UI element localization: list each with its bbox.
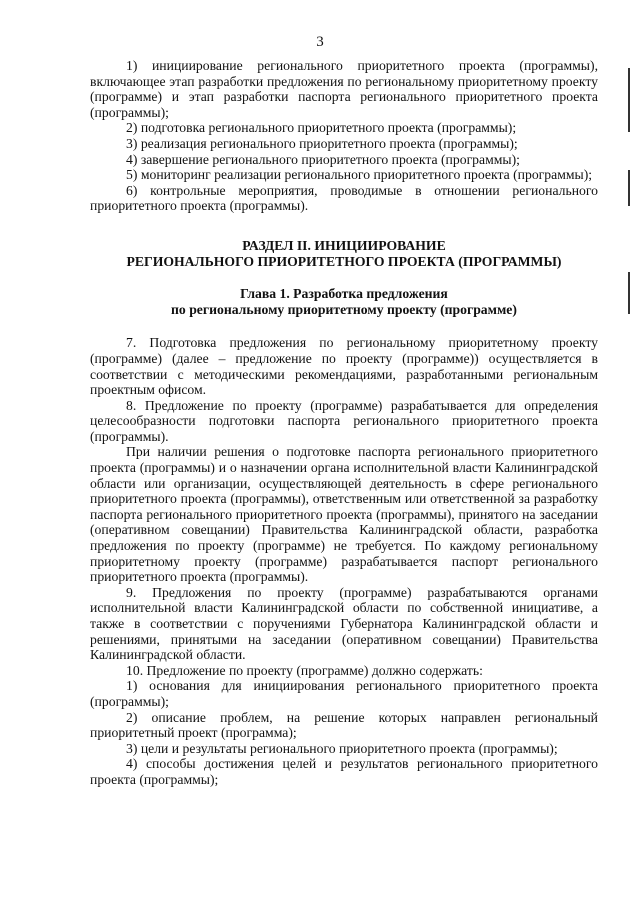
list-item: 1) инициирование регионального приоритетного проекта (программы), включающее этап разработки предложения по региональному приоритетному проекту (программе) и этап разработки паспорта регионального приоритетного проекта (программы); xyxy=(90,58,598,120)
list-item: 4) завершение регионального приоритетного проекта (программы); xyxy=(126,151,520,167)
list-item: 2) описание проблем, на решение которых направлен региональный приоритетный проект (программа); xyxy=(90,709,598,741)
scan-edge-mark xyxy=(628,170,630,206)
list-item: 1) основания для инициирования регионального приоритетного проекта (программы); xyxy=(90,678,598,709)
section-heading-line-2: РЕГИОНАЛЬНОГО ПРИОРИТЕТНОГО ПРОЕКТА (ПРОГРАММЫ) xyxy=(126,253,562,269)
page-number: 3 xyxy=(316,34,324,50)
paragraph-10: 10. Предложение по проекту (программе) должно содержать: xyxy=(126,662,483,678)
paragraph-9: 9. Предложения по проекту (программе) разрабатываются органами исполнительной власти Калининградской области по собственной инициативе, а также в соответствии с поручениями Губернатора Калининградской области и решениями, принятыми на заседании (оперативном совещании) Правительства Калининградской области. xyxy=(90,584,598,663)
paragraph-7: 7. Подготовка предложения по региональному приоритетному проекту (программе) (далее – предложение по проекту (программе)) осуществляется в соответствии с методическими рекомендациями, разработанными региональным проектным офисом. xyxy=(90,335,598,398)
chapter-heading-line-2: по региональному приоритетному проекту (программе) xyxy=(171,301,517,317)
paragraph-8-continued: При наличии решения о подготовке паспорта регионального приоритетного проекта (программы) и о назначении органа исполнительной власти Калининградской области или организации, осуществляющей деятельность в сфере регионального приоритетного проекта (программы), ответственным или ответственной за разработку паспорта регионального приоритетного проекта (программы), принятого на заседании (оперативном совещании) Правительства Калининградской области, разработка предложения по проекту (программе) не требуется. По каждому региональному приоритетному проекту (программе) разрабатывается паспорт регионального приоритетного проекта (программы). xyxy=(90,444,598,585)
document-body xyxy=(90,58,598,788)
list-item: 4) способы достижения целей и результатов регионального приоритетного проекта (программы); xyxy=(90,756,598,787)
scan-edge-mark xyxy=(628,272,630,314)
list-item: 3) реализация регионального приоритетного проекта (программы); xyxy=(126,135,518,151)
list-item: 3) цели и результаты регионального приоритетного проекта (программы); xyxy=(126,740,558,756)
scan-edge-mark xyxy=(628,68,630,132)
list-item: 6) контрольные мероприятия, проводимые в отношении регионального приоритетного проекта (программы). xyxy=(90,182,598,214)
list-item: 5) мониторинг реализации регионального приоритетного проекта (программы); xyxy=(126,167,593,183)
chapter-heading-line-1: Глава 1. Разработка предложения xyxy=(240,286,448,302)
paragraph-8: 8. Предложение по проекту (программе) разрабатывается для определения целесообразности подготовки паспорта регионального приоритетного проекта (программы). xyxy=(90,397,598,444)
section-heading-line-1: РАЗДЕЛ II. ИНИЦИИРОВАНИЕ xyxy=(242,237,446,253)
list-item: 2) подготовка регионального приоритетного проекта (программы); xyxy=(126,120,517,136)
